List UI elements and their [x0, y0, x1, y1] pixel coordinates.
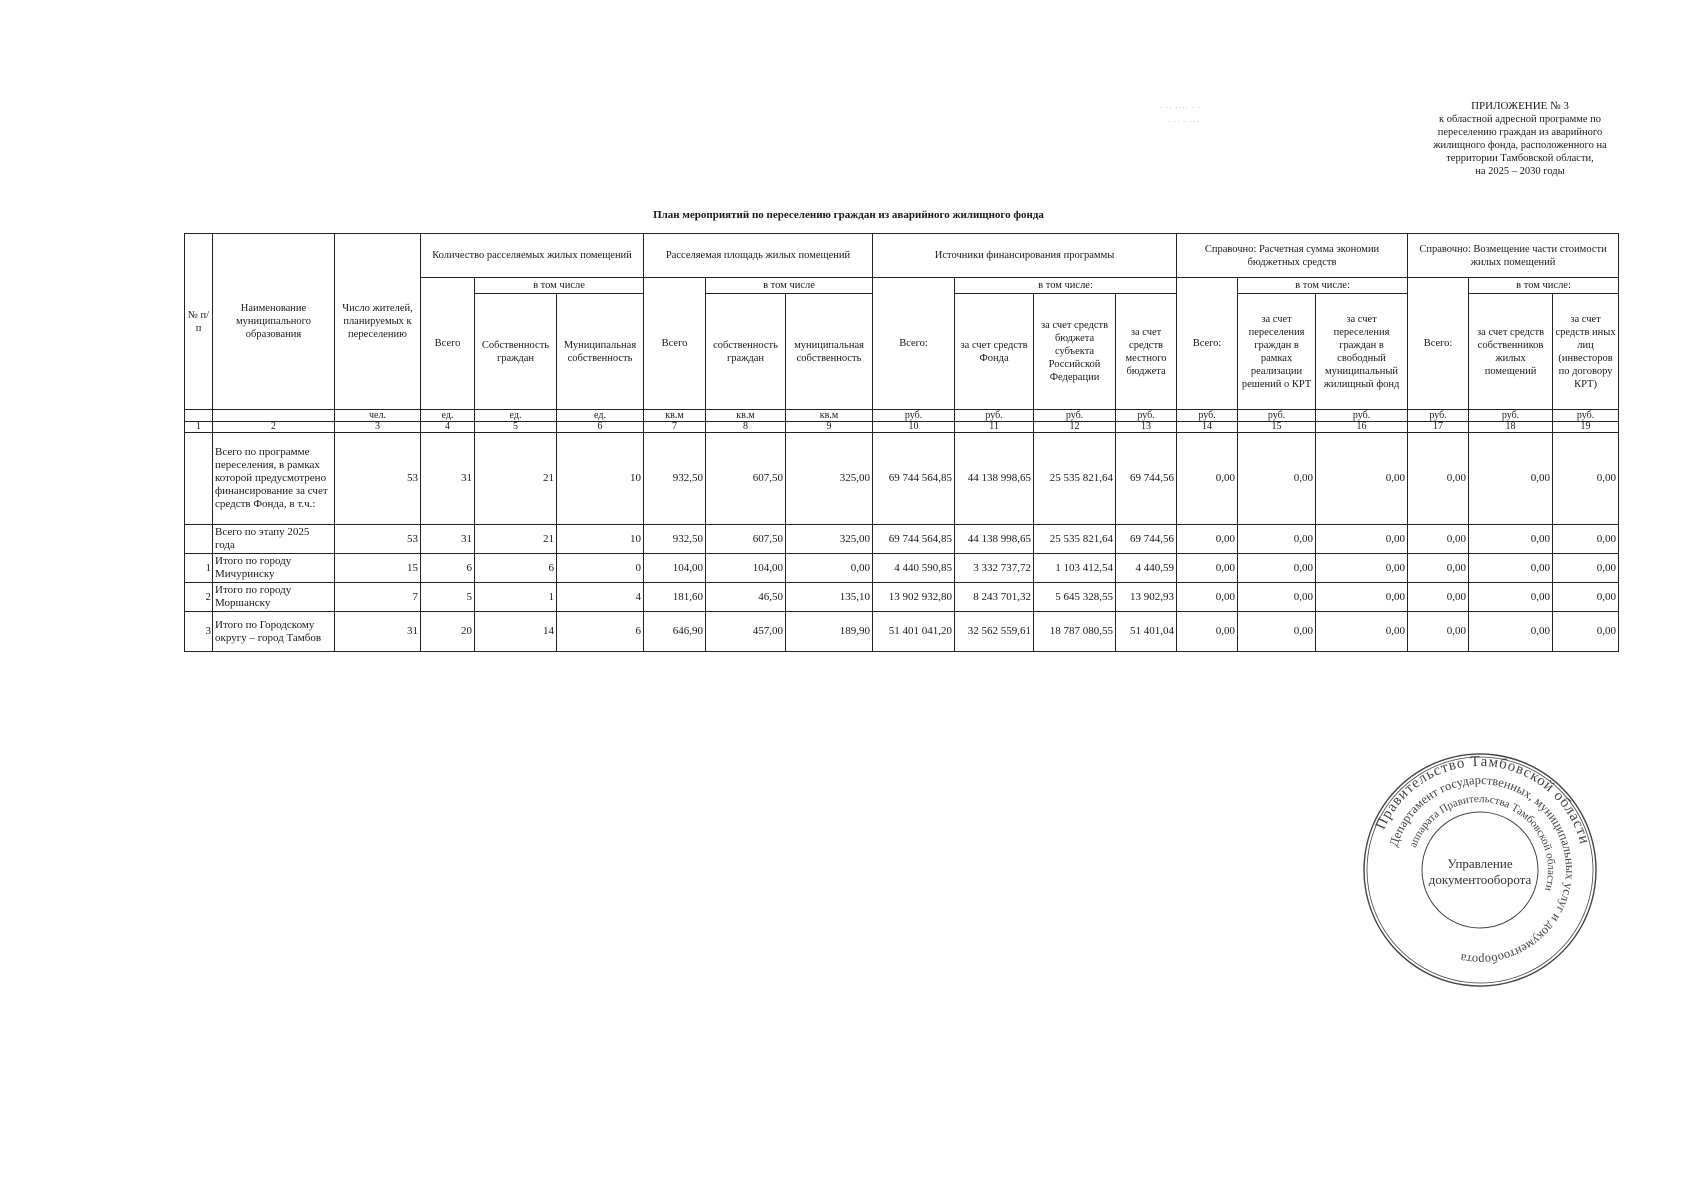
column-number: 7: [644, 422, 706, 433]
value-cell: 0,00: [1177, 554, 1238, 583]
scan-mark: · ·· · ···: [1168, 118, 1200, 126]
value-cell: 0,00: [1316, 612, 1408, 652]
local-budget-header: за счет средств местного бюджета: [1116, 294, 1177, 410]
table-row: [185, 433, 1619, 525]
value-cell: 0,00: [1408, 525, 1469, 554]
value-cell: 25 535 821,64: [1034, 433, 1116, 525]
unit-cell: руб.: [873, 410, 955, 422]
value-cell: 6: [475, 554, 557, 583]
comp-incl-header: в том числе:: [1469, 278, 1619, 294]
value-cell: 69 744,56: [1116, 525, 1177, 554]
value-cell: 0,00: [1238, 583, 1316, 612]
value-cell: 21: [475, 433, 557, 525]
value-cell: 0,00: [1316, 583, 1408, 612]
column-number: 5: [475, 422, 557, 433]
appendix-line: на 2025 – 2030 годы: [1475, 166, 1565, 177]
column-number: 14: [1177, 422, 1238, 433]
column-number: 16: [1316, 422, 1408, 433]
unit-cell: чел.: [335, 410, 421, 422]
row-index: [185, 433, 213, 525]
column-number: 11: [955, 422, 1034, 433]
header-row-1: [185, 234, 1619, 278]
unit-cell: руб.: [1316, 410, 1408, 422]
value-cell: 4: [557, 583, 644, 612]
value-cell: 20: [421, 612, 475, 652]
appendix-block: [1400, 100, 1640, 178]
units-row: [185, 410, 1619, 422]
unit-cell: руб.: [1034, 410, 1116, 422]
value-cell: 1 103 412,54: [1034, 554, 1116, 583]
column-number: 19: [1553, 422, 1619, 433]
row-name: Итого по Городскому округу – город Тамбов: [213, 612, 335, 652]
value-cell: 0,00: [1553, 583, 1619, 612]
col-num-header: № п/п: [185, 234, 213, 410]
appendix-line: переселению граждан из аварийного: [1437, 127, 1603, 138]
value-cell: 69 744 564,85: [873, 525, 955, 554]
subject-budget-header: за счет средств бюджета субъекта Российской Федерации: [1034, 294, 1116, 410]
unit-cell: кв.м: [786, 410, 873, 422]
column-number: 4: [421, 422, 475, 433]
plan-table-body: [185, 433, 1619, 652]
column-number: 12: [1034, 422, 1116, 433]
value-cell: 25 535 821,64: [1034, 525, 1116, 554]
value-cell: 6: [557, 612, 644, 652]
comp-total-header: Всего:: [1408, 278, 1469, 410]
unit-cell: ед.: [557, 410, 644, 422]
rooms-municipal-header: Муниципальная собственность: [557, 294, 644, 410]
rooms-group-header: Количество расселяемых жилых помещений: [421, 234, 644, 278]
value-cell: 0,00: [1177, 433, 1238, 525]
value-cell: 44 138 998,65: [955, 433, 1034, 525]
row-index: 2: [185, 583, 213, 612]
value-cell: 10: [557, 433, 644, 525]
value-cell: 31: [335, 612, 421, 652]
investors-header: за счет средств иных лиц (инвесторов по договору КРТ): [1553, 294, 1619, 410]
unit-cell: кв.м: [706, 410, 786, 422]
value-cell: 0,00: [1553, 612, 1619, 652]
value-cell: 0,00: [1469, 525, 1553, 554]
value-cell: 1: [475, 583, 557, 612]
finance-group-header: Источники финансирования программы: [873, 234, 1177, 278]
value-cell: 0,00: [1553, 554, 1619, 583]
value-cell: 0,00: [1469, 612, 1553, 652]
area-total-header: Всего: [644, 278, 706, 410]
stamp-inner-text: аппарата Правительства Тамбовской области: [1407, 792, 1558, 893]
value-cell: 69 744 564,85: [873, 433, 955, 525]
value-cell: 135,10: [786, 583, 873, 612]
row-index: 3: [185, 612, 213, 652]
value-cell: 51 401,04: [1116, 612, 1177, 652]
krt-header: за счет переселения граждан в рамках реализации решений о КРТ: [1238, 294, 1316, 410]
value-cell: 10: [557, 525, 644, 554]
value-cell: 18 787 080,55: [1034, 612, 1116, 652]
value-cell: 8 243 701,32: [955, 583, 1034, 612]
value-cell: 0,00: [1238, 612, 1316, 652]
economy-group-header: Справочно: Расчетная сумма экономии бюджетных средств: [1177, 234, 1408, 278]
value-cell: 607,50: [706, 525, 786, 554]
unit-cell: кв.м: [644, 410, 706, 422]
value-cell: 104,00: [706, 554, 786, 583]
row-index: 1: [185, 554, 213, 583]
value-cell: 53: [335, 433, 421, 525]
table-row: [185, 525, 1619, 554]
value-cell: 325,00: [786, 525, 873, 554]
value-cell: 0,00: [1469, 554, 1553, 583]
column-number: 13: [1116, 422, 1177, 433]
value-cell: 0,00: [1469, 583, 1553, 612]
document-title: План мероприятий по переселению граждан из аварийного жилищного фонда: [653, 209, 1044, 221]
value-cell: 0,00: [1238, 554, 1316, 583]
fund-header: за счет средств Фонда: [955, 294, 1034, 410]
value-cell: 104,00: [644, 554, 706, 583]
finance-incl-header: в том числе:: [955, 278, 1177, 294]
unit-cell: ед.: [421, 410, 475, 422]
area-incl-header: в том числе: [706, 278, 873, 294]
value-cell: 69 744,56: [1116, 433, 1177, 525]
value-cell: 5: [421, 583, 475, 612]
column-number: 2: [213, 422, 335, 433]
unit-cell: руб.: [1408, 410, 1469, 422]
column-number: 3: [335, 422, 421, 433]
column-number: 18: [1469, 422, 1553, 433]
unit-cell: руб.: [1238, 410, 1316, 422]
stamp-middle-text: Департамент государственных, муниципальных услуг и документооборота: [1386, 772, 1578, 968]
value-cell: 0,00: [1238, 525, 1316, 554]
column-numbers-row: [185, 422, 1619, 433]
column-number: 15: [1238, 422, 1316, 433]
area-group-header: Расселяемая площадь жилых помещений: [644, 234, 873, 278]
value-cell: 4 440,59: [1116, 554, 1177, 583]
value-cell: 932,50: [644, 525, 706, 554]
value-cell: 0,00: [1177, 612, 1238, 652]
value-cell: 13 902 932,80: [873, 583, 955, 612]
column-number: 9: [786, 422, 873, 433]
value-cell: 31: [421, 433, 475, 525]
row-index: [185, 525, 213, 554]
col-name-header: Наименование муниципального образования: [213, 234, 335, 410]
unit-cell: руб.: [1553, 410, 1619, 422]
value-cell: 53: [335, 525, 421, 554]
economy-total-header: Всего:: [1177, 278, 1238, 410]
value-cell: 0,00: [1408, 583, 1469, 612]
stamp-center-line1: Управление: [1447, 856, 1513, 871]
value-cell: 31: [421, 525, 475, 554]
column-number: 8: [706, 422, 786, 433]
value-cell: 181,60: [644, 583, 706, 612]
column-number: 10: [873, 422, 955, 433]
value-cell: 5 645 328,55: [1034, 583, 1116, 612]
value-cell: 646,90: [644, 612, 706, 652]
value-cell: 932,50: [644, 433, 706, 525]
value-cell: 44 138 998,65: [955, 525, 1034, 554]
value-cell: 607,50: [706, 433, 786, 525]
value-cell: 0,00: [786, 554, 873, 583]
unit-cell: ед.: [475, 410, 557, 422]
value-cell: 0,00: [1553, 525, 1619, 554]
value-cell: 0,00: [1408, 612, 1469, 652]
plan-table: [184, 233, 1619, 652]
appendix-line: к областной адресной программе по: [1438, 114, 1602, 125]
value-cell: 325,00: [786, 433, 873, 525]
scan-mark: · ·· ···· · ·: [1160, 104, 1201, 112]
column-number: 6: [557, 422, 644, 433]
value-cell: 7: [335, 583, 421, 612]
appendix-line: территории Тамбовской области,: [1446, 153, 1594, 164]
finance-total-header: Всего:: [873, 278, 955, 410]
unit-cell: руб.: [955, 410, 1034, 422]
table-row: [185, 612, 1619, 652]
value-cell: 3 332 737,72: [955, 554, 1034, 583]
appendix-line: жилищного фонда, расположенного на: [1433, 140, 1607, 151]
value-cell: 51 401 041,20: [873, 612, 955, 652]
value-cell: 13 902,93: [1116, 583, 1177, 612]
value-cell: 0,00: [1316, 433, 1408, 525]
value-cell: 0,00: [1238, 433, 1316, 525]
row-name: Итого по городу Мичуринску: [213, 554, 335, 583]
free-fund-header: за счет переселения граждан в свободный муниципальный жилищный фонд: [1316, 294, 1408, 410]
official-stamp: [1360, 750, 1600, 990]
economy-incl-header: в том числе:: [1238, 278, 1408, 294]
value-cell: 0,00: [1469, 433, 1553, 525]
unit-cell: руб.: [1116, 410, 1177, 422]
unit-cell: [185, 410, 213, 422]
value-cell: 0,00: [1316, 525, 1408, 554]
value-cell: 21: [475, 525, 557, 554]
table-row: [185, 583, 1619, 612]
value-cell: 6: [421, 554, 475, 583]
value-cell: 32 562 559,61: [955, 612, 1034, 652]
value-cell: 0,00: [1408, 433, 1469, 525]
value-cell: 189,90: [786, 612, 873, 652]
rooms-own-header: Собственность граждан: [475, 294, 557, 410]
value-cell: 457,00: [706, 612, 786, 652]
value-cell: 0,00: [1177, 525, 1238, 554]
row-name: Итого по городу Моршанску: [213, 583, 335, 612]
column-number: 1: [185, 422, 213, 433]
owners-header: за счет средств собственников жилых помещений: [1469, 294, 1553, 410]
col-residents-header: Число жителей, планируемых к переселению: [335, 234, 421, 410]
value-cell: 0,00: [1553, 433, 1619, 525]
value-cell: 14: [475, 612, 557, 652]
value-cell: 0: [557, 554, 644, 583]
row-name: Всего по программе переселения, в рамках которой предусмотрено финансирование за счет средств Фонда, в т.ч.:: [213, 433, 335, 525]
rooms-total-header: Всего: [421, 278, 475, 410]
stamp-center-line2: документооборота: [1428, 872, 1532, 887]
value-cell: 0,00: [1316, 554, 1408, 583]
area-municipal-header: муниципальная собственность: [786, 294, 873, 410]
row-name: Всего по этапу 2025 года: [213, 525, 335, 554]
column-number: 17: [1408, 422, 1469, 433]
unit-cell: руб.: [1469, 410, 1553, 422]
unit-cell: руб.: [1177, 410, 1238, 422]
value-cell: 15: [335, 554, 421, 583]
table-row: [185, 554, 1619, 583]
value-cell: 0,00: [1177, 583, 1238, 612]
rooms-incl-header: в том числе: [475, 278, 644, 294]
compensation-group-header: Справочно: Возмещение части стоимости жилых помещений: [1408, 234, 1619, 278]
appendix-title: ПРИЛОЖЕНИЕ № 3: [1471, 100, 1569, 112]
area-own-header: собственность граждан: [706, 294, 786, 410]
stamp-outer-text: Правительство Тамбовской области: [1372, 753, 1593, 847]
value-cell: 46,50: [706, 583, 786, 612]
value-cell: 4 440 590,85: [873, 554, 955, 583]
value-cell: 0,00: [1408, 554, 1469, 583]
unit-cell: [213, 410, 335, 422]
